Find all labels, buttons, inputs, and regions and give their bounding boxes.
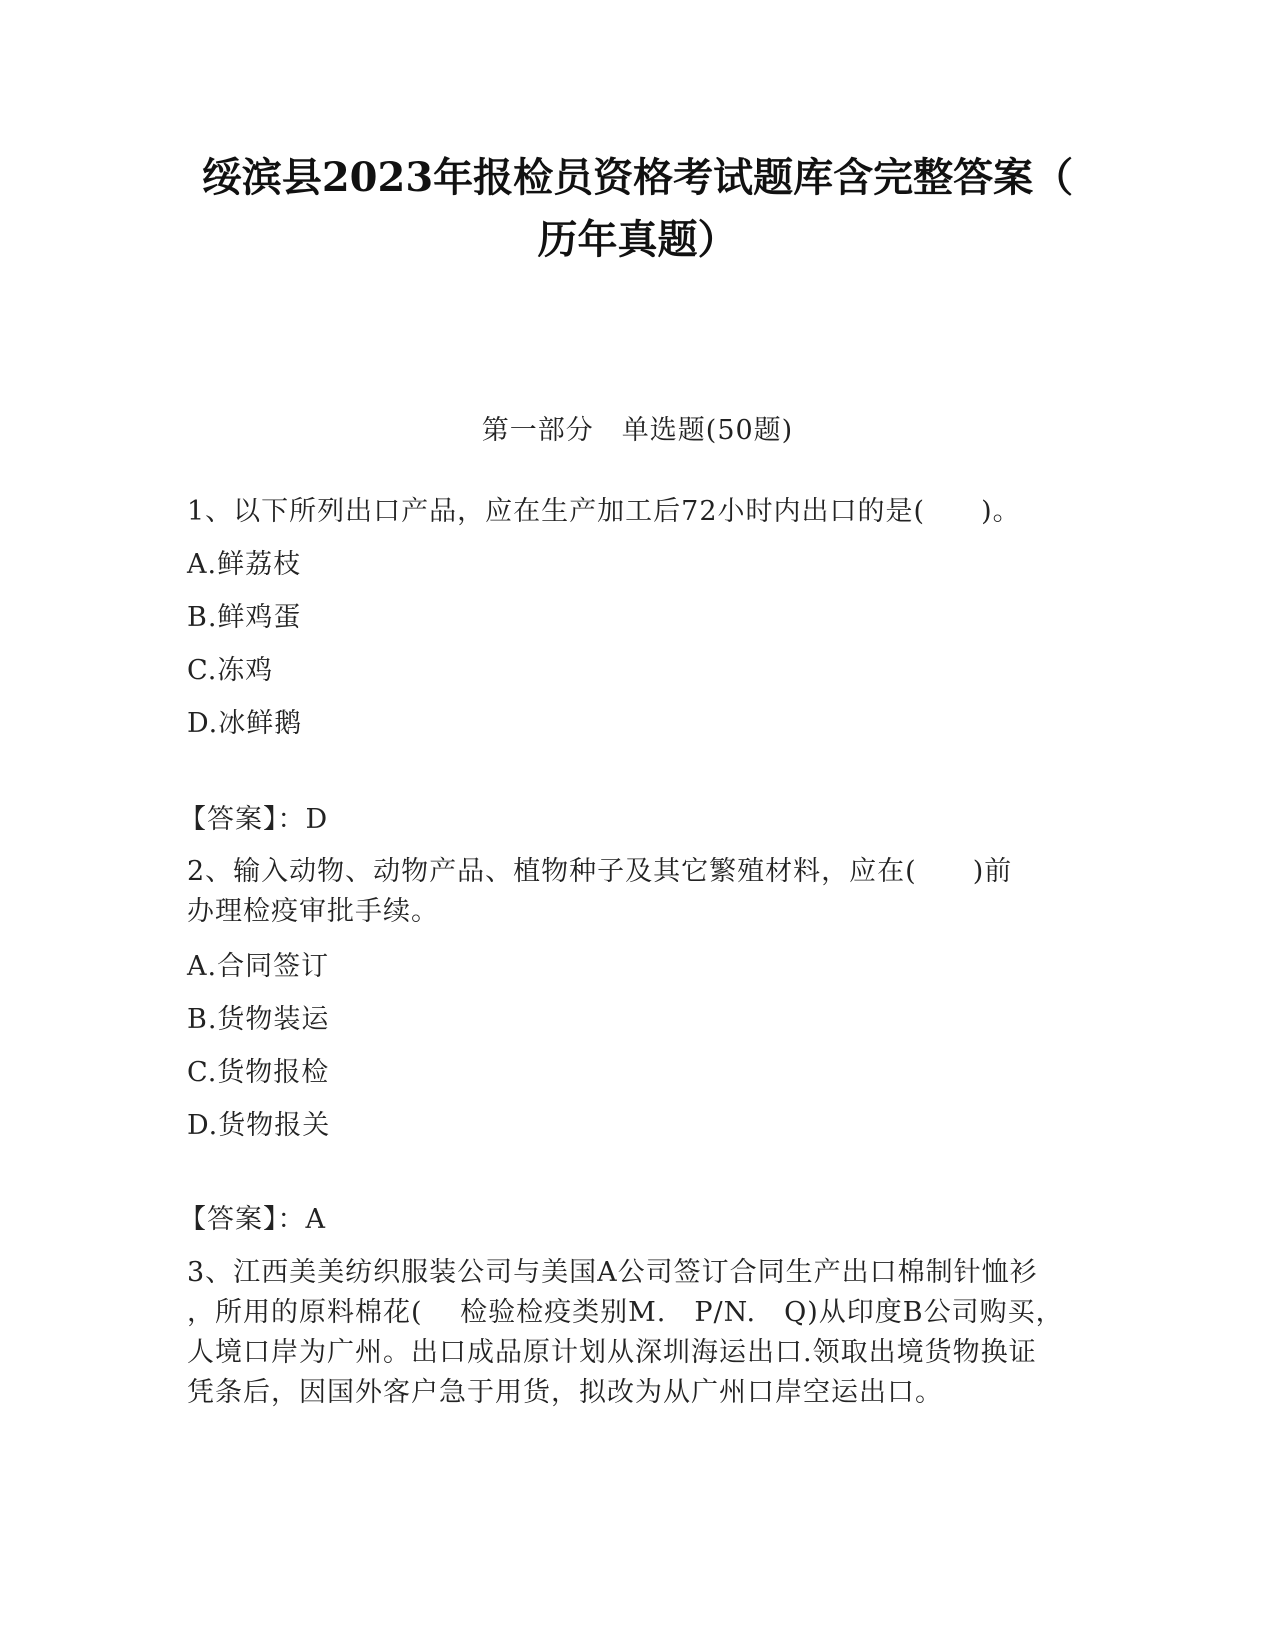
document-title-line-1: 绥滨县2023年报检员资格考试题库含完整答案（ [201,154,1074,201]
question-3-stem-line-4: 凭条后，因国外客户急于用货，拟改为从广州口岸空运出口。 [187,1377,943,1408]
question-2-stem-line-1: 2、输入动物、动物产品、植物种子及其它繁殖材料，应在( )前 [187,856,1013,887]
question-2-option-a: A.合同签订 [187,951,330,982]
question-2-option-c: C.货物报检 [187,1057,330,1088]
question-1-stem: 1、以下所列出口产品，应在生产加工后72小时内出口的是( )。 [187,496,1021,527]
section-heading: 第一部分 单选题(50题) [481,415,794,446]
question-3-stem-line-3: 人境口岸为广州。出口成品原计划从深圳海运出口.领取出境货物换证 [187,1337,1037,1368]
question-3-stem-line-1: 3、江西美美纺织服装公司与美国A公司签订合同生产出口棉制针恤衫 [187,1257,1038,1288]
question-2-option-d: D.货物报关 [187,1110,331,1141]
question-1-option-a: A.鲜荔枝 [187,549,302,580]
question-3-stem-line-2: ，所用的原料棉花( 检验检疫类别M. P/N. Q)从印度B公司购买， [187,1297,1064,1328]
question-2-option-b: B.货物装运 [187,1004,330,1035]
document-title-line-2: 历年真题） [537,216,738,263]
question-1-answer: 【答案】：D [179,804,329,835]
question-1-option-d: D.冰鲜鹅 [187,708,303,739]
question-2-answer: 【答案】：A [179,1204,326,1235]
question-1-option-b: B.鲜鸡蛋 [187,602,302,633]
question-1-option-c: C.冻鸡 [187,655,274,686]
question-2-stem-line-2: 办理检疫审批手续。 [187,896,439,927]
